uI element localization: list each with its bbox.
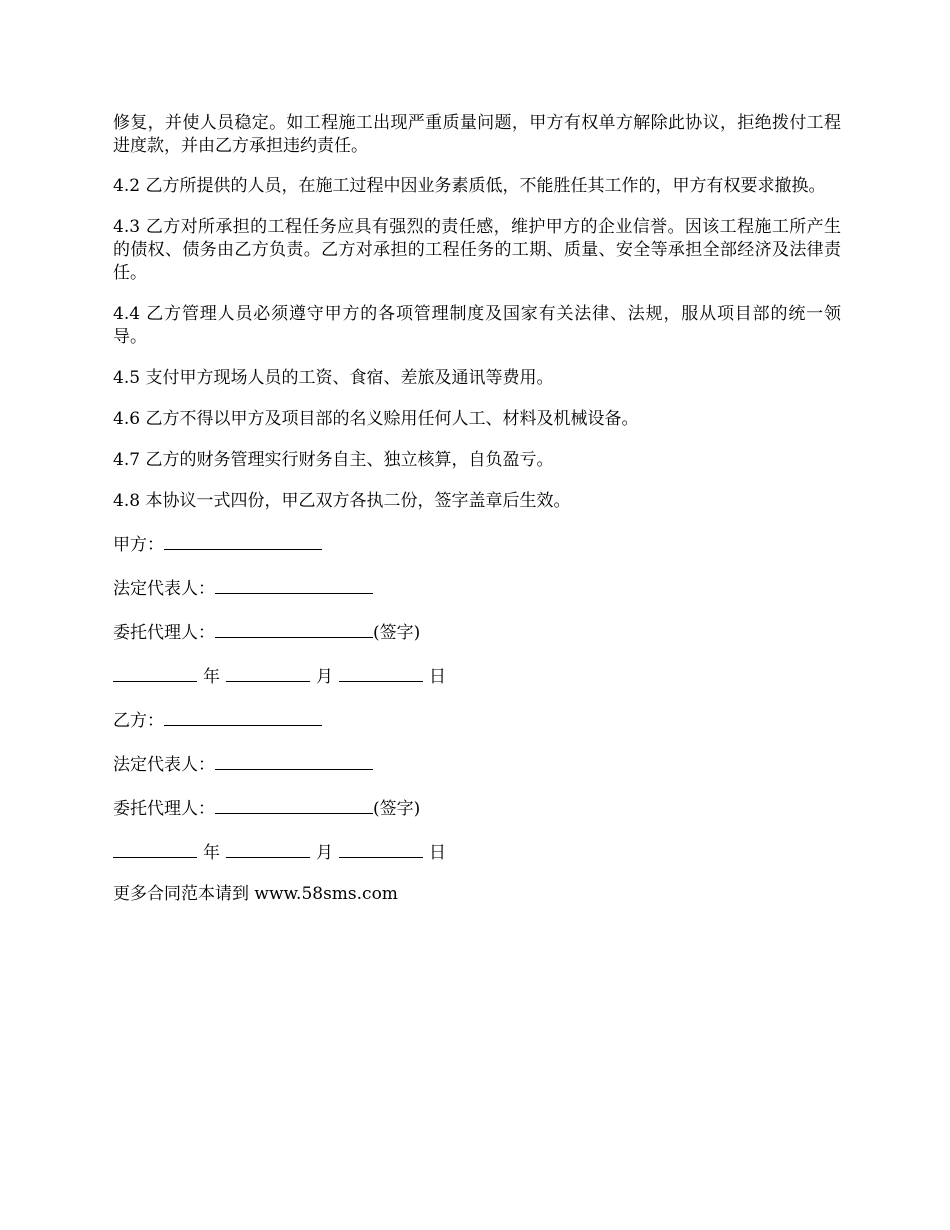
clause-4-2: 4.2 乙方所提供的人员，在施工过程中因业务素质低，不能胜任其工作的，甲方有权要求撤换。: [113, 176, 826, 196]
party-a-rep-label: 法定代表人：: [113, 579, 215, 599]
clause-4-6: 4.6 乙方不得以甲方及项目部的名义赊用任何人工、材料及机械设备。: [113, 409, 639, 429]
party-a-rep-blank[interactable]: [215, 575, 373, 594]
party-a-agent-blank[interactable]: [215, 619, 373, 638]
party-b-year-label: 年: [203, 843, 220, 863]
party-a-sign-suffix: (签字): [373, 623, 421, 643]
party-b-sign-suffix: (签字): [373, 799, 421, 819]
document-page: [113, 112, 841, 924]
party-a-rep-line: [113, 575, 841, 601]
clause-4-5: 4.5 支付甲方现场人员的工资、食宿、差旅及通讯等费用。: [113, 368, 554, 388]
clause-4-8: 4.8 本协议一式四份，甲乙双方各执二份，签字盖章后生效。: [113, 491, 571, 511]
party-b-day-label: 日: [429, 843, 446, 863]
party-b-month-blank[interactable]: [226, 839, 310, 858]
party-a-date-line: [113, 663, 841, 689]
party-b-date-line: [113, 839, 841, 865]
party-b-line: [113, 707, 841, 733]
clause-4-3: 4.3 乙方对所承担的工程任务应具有强烈的责任感，维护甲方的企业信誉。因该工程施工所产生的债权、债务由乙方负责。乙方对承担的工程任务的工期、质量、安全等承担全部经济及法律责任。: [113, 217, 841, 283]
party-a-year-label: 年: [203, 667, 220, 687]
party-b-month-label: 月: [316, 843, 333, 863]
party-a-day-label: 日: [429, 667, 446, 687]
party-a-year-blank[interactable]: [113, 663, 197, 682]
party-b-rep-label: 法定代表人：: [113, 755, 215, 775]
party-a-month-label: 月: [316, 667, 333, 687]
clause-4-4: 4.4 乙方管理人员必须遵守甲方的各项管理制度及国家有关法律、法规，服从项目部的统一领导。: [113, 304, 841, 347]
party-a-blank[interactable]: [164, 531, 322, 550]
party-b-blank[interactable]: [164, 707, 322, 726]
footer-note: 更多合同范本请到 www.58sms.com: [113, 884, 398, 904]
paragraph-continuation: 修复，并使人员稳定。如工程施工出现严重质量问题，甲方有权单方解除此协议，拒绝拨付工程进度款，并由乙方承担违约责任。: [113, 113, 841, 156]
party-a-agent-line: [113, 619, 841, 645]
party-b-agent-line: [113, 795, 841, 821]
party-a-label: 甲方：: [113, 535, 164, 555]
party-b-label: 乙方：: [113, 711, 164, 731]
party-b-agent-label: 委托代理人：: [113, 799, 215, 819]
party-b-year-blank[interactable]: [113, 839, 197, 858]
party-b-rep-line: [113, 751, 841, 777]
party-b-day-blank[interactable]: [339, 839, 423, 858]
party-a-day-blank[interactable]: [339, 663, 423, 682]
clause-4-7: 4.7 乙方的财务管理实行财务自主、独立核算，自负盈亏。: [113, 450, 554, 470]
party-a-line: [113, 531, 841, 557]
party-b-rep-blank[interactable]: [215, 751, 373, 770]
party-a-month-blank[interactable]: [226, 663, 310, 682]
party-a-agent-label: 委托代理人：: [113, 623, 215, 643]
party-b-agent-blank[interactable]: [215, 795, 373, 814]
